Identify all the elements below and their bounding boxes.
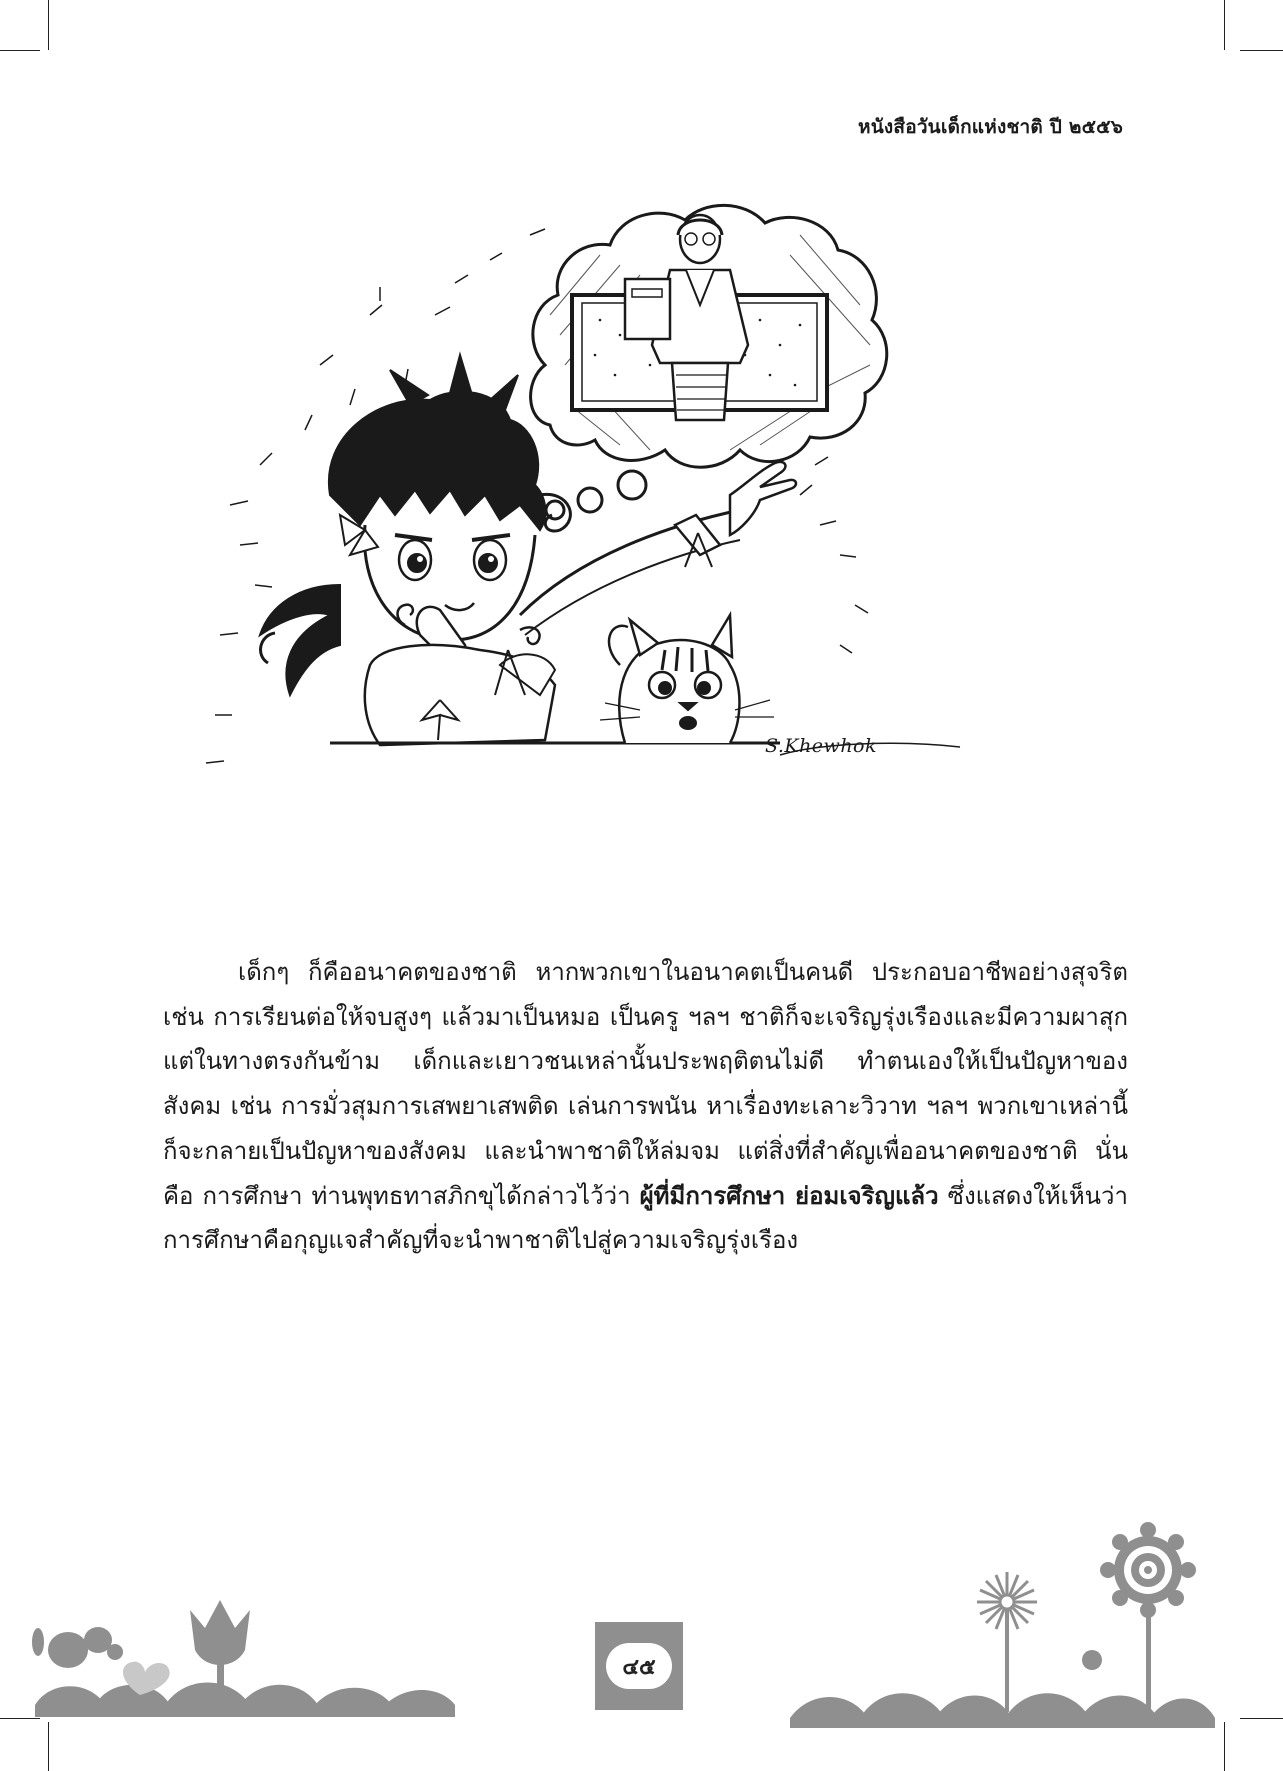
thought-dots (546, 471, 646, 519)
paragraph (163, 950, 1128, 1263)
illustration (200, 195, 1060, 860)
body-text (163, 950, 1128, 1263)
daisy-icon (977, 1572, 1037, 1632)
crop-mark (1240, 50, 1283, 51)
crop-mark (48, 0, 49, 50)
crop-mark (1224, 0, 1225, 50)
running-header: หนังสือวันเด็กแห่งชาติ ปี ๒๕๕๖ (858, 116, 1123, 138)
crop-mark (0, 50, 40, 51)
page-number: ๔๕ (606, 1643, 672, 1689)
sunflower-icon (1100, 1522, 1196, 1618)
paragraph-text-end: ซึ่งแสดงให้เห็นว่า การศึกษาคือกุญแจสำคัญที่จะนำพาชาติไปสู่ความเจริญรุ่งเรือง (163, 1181, 1129, 1255)
cat-icon (600, 615, 774, 743)
paragraph-text: เด็กๆ ก็คืออนาคตของชาติ หากพวกเขาในอนาคตเป็นคนดี ประกอบอาชีพอย่างสุจริต เช่น การเรียนต่อให้จบสูงๆ แล้วมาเป็นหมอ เป็นครู ฯลฯ ชาติก็จะเจริญรุ่งเรืองและมีความผาสุก แต่ในทางตรงกันข้าม เด็กและเยาวชนเหล่านั้นประพฤติตนไม่ดี ทำตนเองให้เป็นปัญหาของสังคม เช่น การมั่วสุมการเสพยาเสพติด เล่นการพนัน หาเรื่องทะเลาะวิวาท ฯลฯ พวกเขาเหล่านี้ก็จะกลายเป็นปัญหาของสังคม และนำพาชาติให้ล่มจม แต่สิ่งที่สำคัญเพื่ออนาคตของชาติ นั่นคือ การศึกษา ท่านพุทธทาสภิกขุได้กล่าวไว้ว่า (163, 958, 1128, 1210)
page-number-box (595, 1622, 683, 1710)
signature: S.Khewhok (765, 735, 878, 757)
bold-quote: ผู้ที่มีการศึกษา ย่อมเจริญแล้ว (639, 1181, 939, 1210)
thought-bubble-icon (531, 205, 887, 467)
